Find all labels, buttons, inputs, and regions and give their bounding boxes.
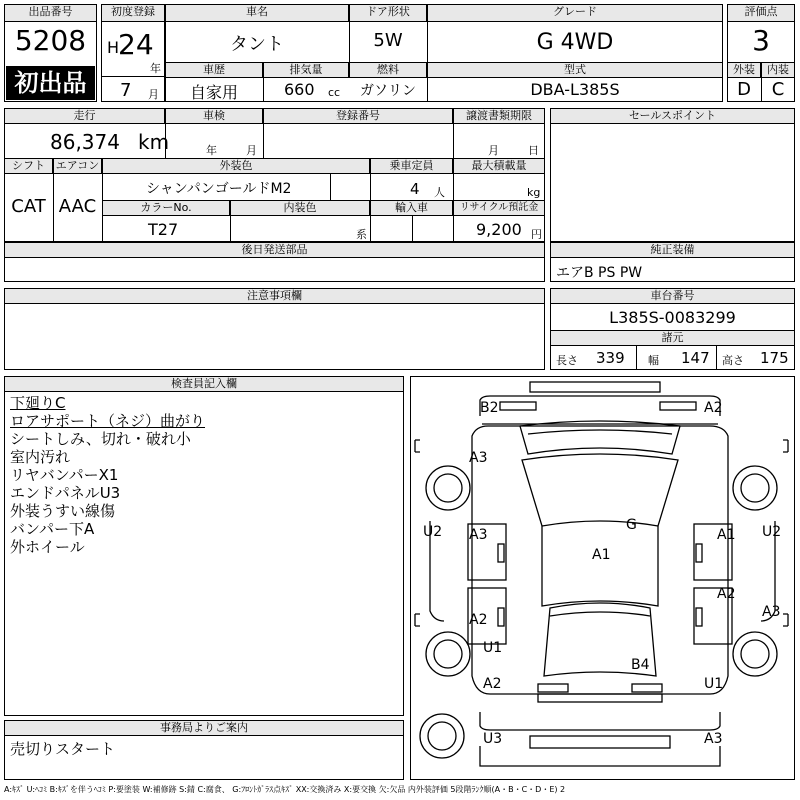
inspector-note-line: リヤバンパーX1 xyxy=(10,466,119,484)
recycle-deposit: 9,200 xyxy=(476,220,522,239)
inspector-note-line: 下廻りC xyxy=(10,394,66,412)
sales-point-box xyxy=(550,108,795,242)
first-registration-label: 初度登録 xyxy=(101,4,165,22)
import-label: 輸入車 xyxy=(370,200,453,216)
inspector-note-line: エンドパネルU3 xyxy=(10,484,121,502)
lot-number: 5208 xyxy=(14,24,87,57)
inspector-note-line: 室内汚れ xyxy=(10,448,71,466)
transfer-month-unit: 月 xyxy=(488,144,499,157)
transfer-deadline-label: 譲渡書類期限 xyxy=(453,108,545,124)
exterior-color-label: 外装色 xyxy=(102,158,370,174)
specs-label: 諸元 xyxy=(550,330,795,346)
damage-mark: A3 xyxy=(469,450,488,466)
grade-label: グレード xyxy=(427,4,723,22)
inspection-month-unit: 月 xyxy=(246,144,257,157)
model: DBA-L385S xyxy=(530,80,620,99)
length-label: 長さ xyxy=(556,354,578,367)
mileage-unit: km xyxy=(138,130,170,154)
car-diagram xyxy=(410,376,795,780)
inspector-note-line: バンパー下A xyxy=(10,520,95,538)
car-name-label: 車名 xyxy=(165,4,349,22)
damage-mark: A2 xyxy=(483,676,502,692)
registration-month: 7 xyxy=(120,80,132,101)
reg-number-label: 登録番号 xyxy=(263,108,453,124)
equipment-label: 純正装備 xyxy=(550,242,795,258)
score-label: 評価点 xyxy=(727,4,795,22)
history: 自家用 xyxy=(189,83,238,102)
height: 175 xyxy=(760,349,789,367)
equipment: エアB PS PW xyxy=(556,265,643,281)
capacity: 4 xyxy=(410,180,420,198)
score: 3 xyxy=(752,24,770,57)
capacity-label: 乗車定員 xyxy=(370,158,453,174)
recycle-unit: 円 xyxy=(531,228,542,241)
month-unit: 月 xyxy=(148,88,159,101)
length: 339 xyxy=(596,349,625,367)
lot-number-label: 出品番号 xyxy=(4,4,97,22)
door-type-label: ドア形状 xyxy=(349,4,427,22)
damage-mark: U1 xyxy=(704,676,724,692)
color-number-label: カラーNo. xyxy=(102,200,230,216)
recycle-deposit-label: リサイクル預託金 xyxy=(453,200,545,216)
office-label: 事務局よりご案内 xyxy=(4,720,404,736)
chassis-label: 車台番号 xyxy=(550,288,795,304)
fuel: ガソリン xyxy=(360,83,416,99)
capacity-unit: 人 xyxy=(434,186,445,199)
color-number: T27 xyxy=(148,220,179,239)
damage-mark: A2 xyxy=(469,612,488,628)
height-label: 高さ xyxy=(722,354,744,367)
damage-mark: B4 xyxy=(631,657,650,673)
displacement-label: 排気量 xyxy=(263,62,349,78)
damage-mark: B2 xyxy=(480,400,499,416)
registration-year: 24 xyxy=(118,28,154,61)
transfer-day-unit: 日 xyxy=(528,144,539,157)
exterior-color: シャンパンゴールドM2 xyxy=(146,181,292,197)
damage-mark: A2 xyxy=(704,400,723,416)
inspection-label: 車検 xyxy=(165,108,263,124)
mileage: 86,374 xyxy=(50,130,120,154)
inspector-note-line: 外装うすい線傷 xyxy=(10,502,116,520)
legend-footer: A:ｷｽﾞ U:ﾍｺﾐ B:ｷｽﾞを伴うﾍｺﾐ P:要塗装 W:補修跡 S:錆 C:腐食、 G:ﾌﾛﾝﾄｶﾞﾗｽ点ｷｽﾞ XX:交換済み X:要交換 欠:欠品 内外装評価 5段階ﾗﾝｸ順(A・B・C・D・E) 2 xyxy=(4,785,566,794)
office-notice: 売切りスタート xyxy=(10,740,116,758)
max-load-unit: kg xyxy=(527,186,541,199)
displacement-unit: cc xyxy=(328,86,341,99)
damage-mark: A3 xyxy=(704,731,723,747)
registration-era: H xyxy=(107,38,120,57)
history-label: 車歴 xyxy=(165,62,263,78)
damage-mark: U3 xyxy=(483,731,503,747)
shift: CAT xyxy=(11,196,46,217)
damage-mark: G xyxy=(626,517,637,533)
width-label: 幅 xyxy=(648,354,659,367)
inspection-year-unit: 年 xyxy=(206,144,217,157)
fuel-label: 燃料 xyxy=(349,62,427,78)
width: 147 xyxy=(681,349,710,367)
sales-point-label: セールスポイント xyxy=(550,108,795,124)
model-label: 型式 xyxy=(427,62,723,78)
exterior-grade: D xyxy=(737,79,751,100)
chassis-number: L385S-0083299 xyxy=(609,308,736,327)
damage-mark: A3 xyxy=(469,527,488,543)
door-type: 5W xyxy=(373,30,403,51)
interior-label: 内装 xyxy=(761,62,795,78)
inspector-notes xyxy=(10,394,205,556)
displacement: 660 xyxy=(284,80,315,99)
mileage-label: 走行 xyxy=(4,108,165,124)
damage-mark: A2 xyxy=(717,586,736,602)
grade: G 4WD xyxy=(536,30,614,55)
inspector-note-line: 外ホイール xyxy=(10,538,85,556)
interior-grade: C xyxy=(771,79,785,100)
exterior-label: 外装 xyxy=(727,62,761,78)
later-parts-label: 後日発送部品 xyxy=(4,242,545,258)
inspector-note-line: シートしみ、切れ・破れ小 xyxy=(10,430,191,448)
caution-label: 注意事項欄 xyxy=(4,288,545,304)
max-load-label: 最大積載量 xyxy=(453,158,545,174)
damage-mark: U2 xyxy=(762,524,782,540)
ac-label: エアコン xyxy=(53,158,102,174)
damage-mark: A3 xyxy=(762,604,781,620)
damage-mark: U1 xyxy=(483,640,503,656)
interior-color-label: 内装色 xyxy=(230,200,370,216)
damage-mark: U2 xyxy=(423,524,443,540)
car-name: タント xyxy=(230,34,284,55)
shift-label: シフト xyxy=(4,158,53,174)
inspector-note-line: ロアサポート（ネジ）曲がり xyxy=(10,412,206,430)
damage-mark: A1 xyxy=(592,547,611,563)
inspector-label: 検査員記入欄 xyxy=(4,376,404,392)
year-unit: 年 xyxy=(150,62,161,75)
ac: AAC xyxy=(58,196,97,217)
damage-mark: A1 xyxy=(717,527,736,543)
details-box xyxy=(4,108,545,242)
first-listing-badge: 初出品 xyxy=(6,66,95,100)
interior-color-unit: 系 xyxy=(356,228,367,241)
